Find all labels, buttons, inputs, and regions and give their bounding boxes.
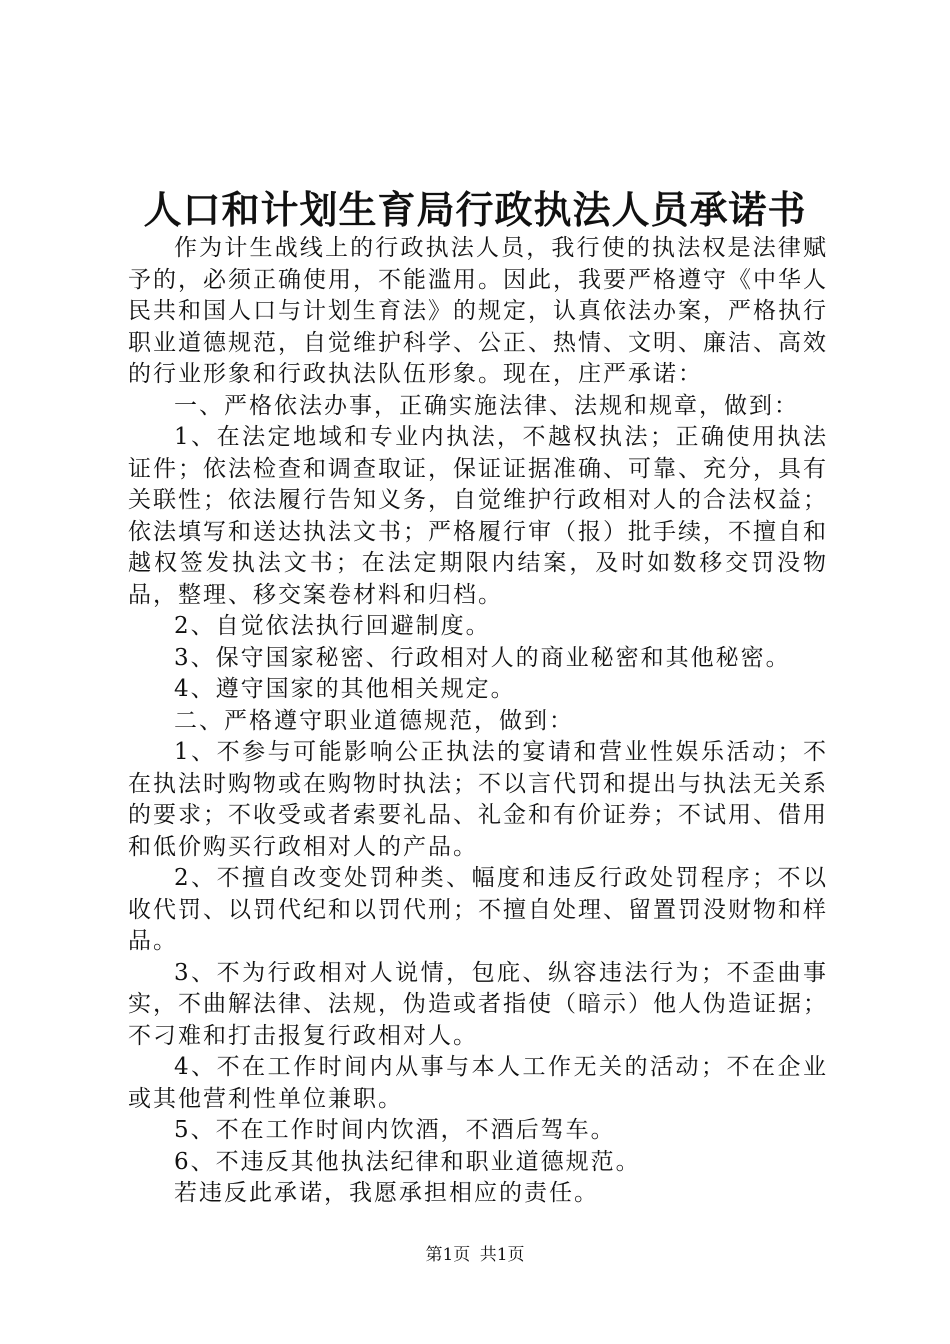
paragraph-2-3: 3、不为行政相对人说情，包庇、纵容违法行为；不歪曲事实，不曲解法律、法规，伪造或者指使（暗示）他人伪造证据；不刁难和打击报复行政相对人。 bbox=[128, 959, 828, 1049]
section-heading-1: 一、严格依法办事，正确实施法律、法规和规章，做到： bbox=[174, 392, 799, 419]
document-body bbox=[128, 233, 828, 1210]
paragraph-2-4: 4、不在工作时间内从事与本人工作无关的活动；不在企业或其他营利性单位兼职。 bbox=[128, 1054, 828, 1112]
paragraph-2-6: 6、不违反其他执法纪律和职业道德规范。 bbox=[174, 1148, 641, 1175]
section-heading-2: 二、严格遵守职业道德规范，做到： bbox=[174, 707, 574, 734]
paragraph-1-4: 4、遵守国家的其他相关规定。 bbox=[174, 676, 516, 702]
page-total: 共1页 bbox=[479, 1245, 525, 1265]
paragraph-2-1: 1、不参与可能影响公正执法的宴请和营业性娱乐活动；不在执法时购物或在购物时执法；不以言代罚和提出与执法无关系的要求；不收受或者索要礼品、礼金和有价证券；不试用、借用和低价购买行政相对人的产品。 bbox=[128, 739, 828, 860]
paragraph-2-5: 5、不在工作时间内饮酒，不酒后驾车。 bbox=[174, 1117, 616, 1143]
paragraph-1-1: 1、在法定地域和专业内执法，不越权执法；正确使用执法证件；依法检查和调查取证，保证证据准确、可靠、充分，具有关联性；依法履行告知义务，自觉维护行政相对人的合法权益；依法填写和送达执法文书；严格履行审（报）批手续，不擅自和越权签发执法文书；在法定期限内结案，及时如数移交罚没物品，整理、移交案卷材料和归档。 bbox=[128, 424, 828, 608]
paragraph-2-2: 2、不擅自改变处罚种类、幅度和违反行政处罚程序；不以收代罚、以罚代纪和以罚代刑；不擅自处理、留置罚没财物和样品。 bbox=[128, 865, 828, 954]
page-number: 第1页 bbox=[425, 1245, 471, 1265]
document-title: 人口和计划生育局行政执法人员承诺书 bbox=[143, 188, 807, 232]
page-footer bbox=[0, 1243, 950, 1267]
closing-paragraph: 若违反此承诺，我愿承担相应的责任。 bbox=[174, 1180, 599, 1206]
paragraph-1-3: 3、保守国家秘密、行政相对人的商业秘密和其他秘密。 bbox=[174, 644, 791, 671]
paragraph-1-2: 2、自觉依法执行回避制度。 bbox=[174, 613, 491, 639]
intro-paragraph: 作为计生战线上的行政执法人员，我行使的执法权是法律赋予的，必须正确使用，不能滥用。因此，我要严格遵守《中华人民共和国人口与计划生育法》的规定，认真依法办案，严格执行职业道德规范，自觉维护科学、公正、热情、文明、廉洁、高效的行业形象和行政执法队伍形象。现在，庄严承诺： bbox=[128, 235, 828, 387]
